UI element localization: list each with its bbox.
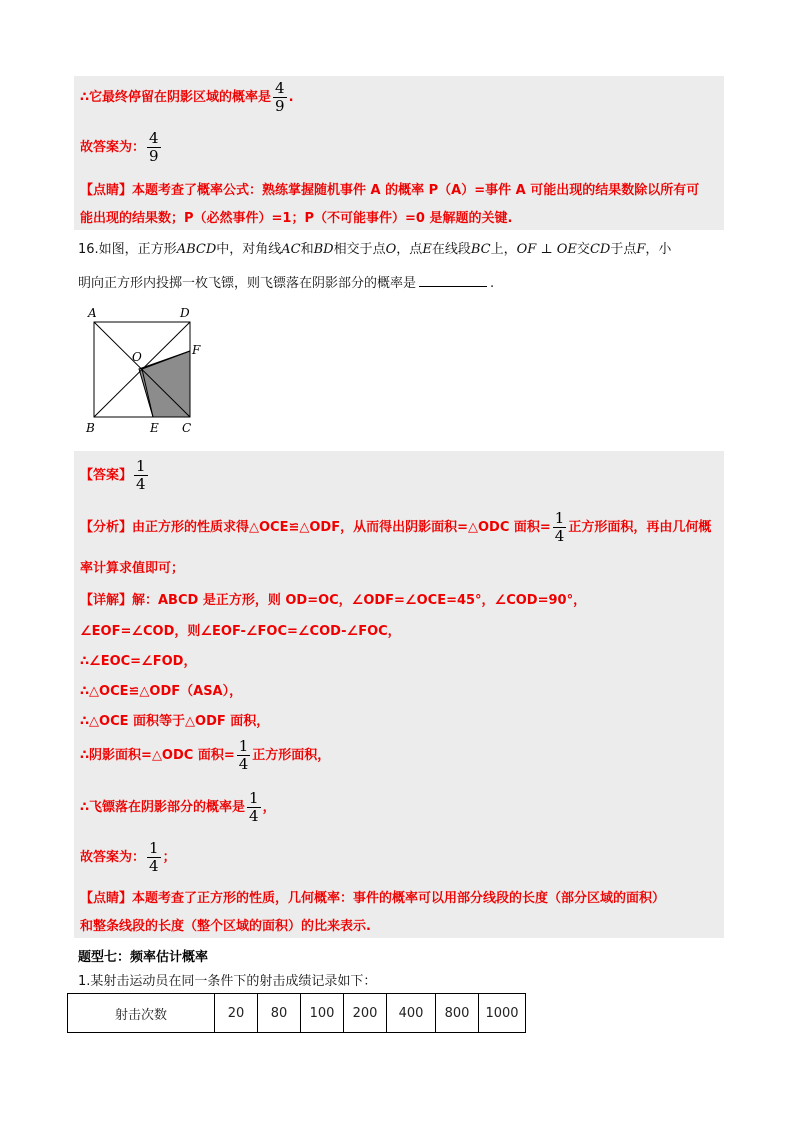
label-b: B (86, 421, 95, 435)
detail7-fraction: $\frac{1}{4}$ (249, 789, 259, 825)
square-figure (80, 302, 210, 442)
analysis-line-1: 【分析】由正方形的性质求得△OCE≌△ODF，从而得出阴影面积=△ODC 面积= $\frac{1}{4}$ 正方形面积，再由几何概 (80, 509, 712, 545)
label-o: O (132, 350, 142, 364)
label-e: E (150, 421, 159, 435)
fraction-4-9-answer: $\frac{4}{9}$ (149, 129, 159, 165)
review-16-line-1: 【点睛】本题考查了正方形的性质，几何概率：事件的概率可以用部分线段的长度（部分区域的面积） (80, 891, 666, 906)
shooting-record-table (67, 993, 526, 1033)
table-cell: 200 (344, 994, 387, 1033)
table-row (68, 994, 526, 1033)
detail-line-4: ∴△OCE≌△ODF（ASA）， (80, 684, 243, 699)
question-1: 1.某射击运动员在同一条件下的射击成绩记录如下： (78, 974, 377, 989)
detail-line-1: 【详解】解：ABCD 是正方形，则 OD=OC，∠ODF=∠OCE=45°，∠COD=90°， (80, 593, 587, 608)
fraction-4-9: $\frac{4}{9}$ (275, 79, 285, 115)
label-c: C (182, 421, 192, 435)
table-cell: 800 (436, 994, 479, 1033)
table-header-cell: 射击次数 (68, 994, 215, 1033)
table-cell: 1000 (479, 994, 526, 1033)
detail6-fraction: $\frac{1}{4}$ (238, 737, 249, 773)
answer-line: 【答案】 $\frac{1}{4}$ (80, 457, 146, 493)
detail-line-2: ∠EOF=∠COD，则∠EOF-∠FOC=∠COD-∠FOC， (80, 624, 401, 639)
detail-line-7: ∴飞镖落在阴影部分的概率是 $\frac{1}{4}$ ， (80, 789, 276, 825)
review-16-line-2: 和整条线段的长度（整个区域的面积）的比来表示. (80, 919, 371, 934)
question-16-line-1: 16.如图，正方形ABCD中，对角线AC和BD相交于点O，点E在线段BC上，OF ⊥ OE交CD于点F，小 (78, 242, 672, 257)
table-cell: 400 (387, 994, 436, 1033)
prob-conclusion-line: ∴它最终停留在阴影区域的概率是 $\frac{4}{9}$ . (80, 79, 294, 115)
label-d: D (180, 306, 190, 320)
table-cell: 100 (301, 994, 344, 1033)
analysis-line-2: 率计算求值即可； (80, 561, 185, 576)
label-a: A (88, 306, 97, 320)
table-cell: 80 (258, 994, 301, 1033)
final-fraction: $\frac{1}{4}$ (149, 839, 159, 875)
detail-line-6: ∴阴影面积=△ODC 面积= $\frac{1}{4}$ 正方形面积， (80, 737, 331, 773)
analysis-fraction: $\frac{1}{4}$ (554, 509, 565, 545)
review-line-1: 【点睛】本题考查了概率公式：熟练掌握随机事件 A 的概率 P（A）=事件 A 可能出现的结果数除以所有可 (80, 183, 700, 198)
answer-fraction: $\frac{1}{4}$ (136, 457, 146, 493)
question-16-line-2: 明向正方形内投掷一枚飞镖，则飞镖落在阴影部分的概率是 . (78, 276, 495, 291)
answer-blank (419, 274, 487, 287)
final-answer-line: 故答案为： $\frac{1}{4}$ ； (80, 839, 176, 875)
detail-line-3: ∴∠EOC=∠FOD， (80, 654, 197, 669)
label-f: F (192, 343, 201, 357)
section-title: 题型七：频率估计概率 (78, 950, 209, 965)
review-line-2: 能出现的结果数；P（必然事件）=1；P（不可能事件）=0 是解题的关键. (80, 211, 513, 226)
detail-line-5: ∴△OCE 面积等于△ODF 面积， (80, 714, 270, 729)
table-cell: 20 (215, 994, 258, 1033)
answer-line-15: 故答案为： $\frac{4}{9}$ (80, 129, 159, 165)
